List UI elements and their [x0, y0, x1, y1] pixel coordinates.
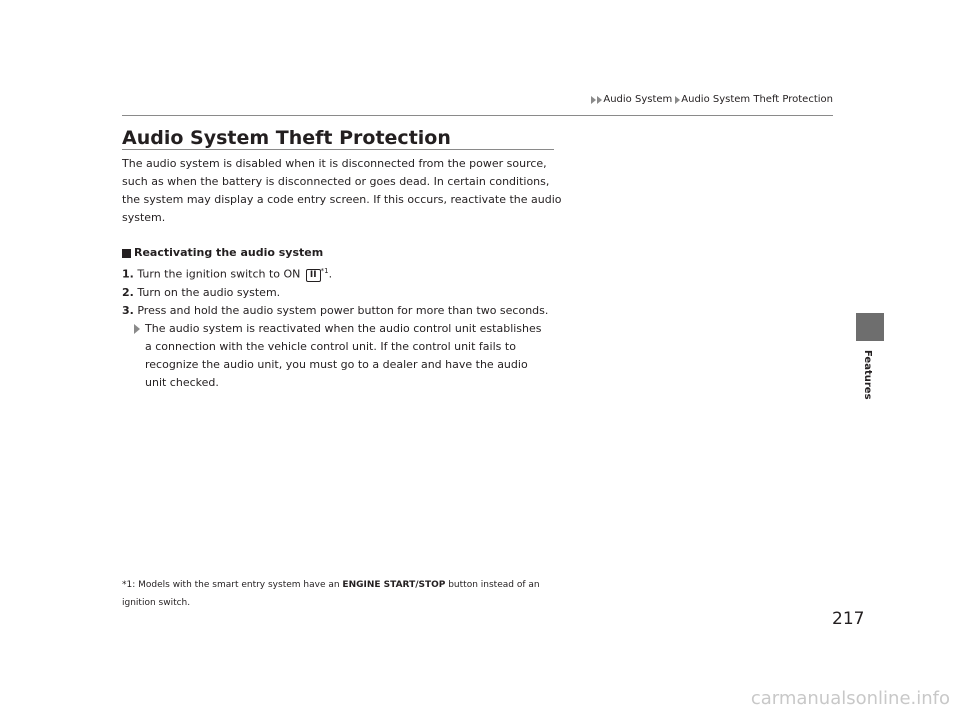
breadcrumb-arrow-icon [675, 96, 680, 104]
step-text: Press and hold the audio system power button for more than two seconds. [137, 303, 549, 317]
breadcrumb-level1[interactable]: Audio System [603, 94, 673, 105]
step-number: 2. [122, 285, 134, 299]
step-result [122, 320, 562, 392]
page-title: Audio System Theft Protection [122, 127, 451, 149]
breadcrumb-arrow-icon [597, 96, 602, 104]
footnote-ref[interactable]: *1 [320, 267, 329, 275]
step-1: 1. Turn the ignition switch to ON II $^{*1}$. [122, 267, 333, 281]
result-text: The audio system is reactivated when the audio control unit establishes a connection with the vehicle control unit. If the control unit fails to recognize the audio unit, you must go to a dealer and have the audio unit checked. [145, 321, 542, 389]
main-content [122, 155, 562, 392]
step-number: 1. [122, 267, 134, 281]
section-tab-marker[interactable] [856, 313, 884, 341]
footnote: *1: Models with the smart entry system have an ENGINE START/STOP button instead of an ignition switch. [122, 580, 540, 608]
breadcrumb [591, 94, 833, 105]
step-3 [122, 302, 562, 320]
intro-paragraph: The audio system is disabled when it is disconnected from the power source, such as when the battery is disconnected or goes dead. In certain conditions, the system may display a code entry screen. If this occurs, reactivate the audio system. [122, 157, 562, 224]
header-divider [122, 115, 833, 116]
breadcrumb-arrow-icon [591, 96, 596, 104]
section-heading [122, 244, 562, 262]
page-number: 217 [832, 609, 865, 629]
step-text: Turn on the audio system. [137, 285, 281, 299]
watermark: carmanualsonline.info [750, 688, 950, 709]
section-heading-text: Reactivating the audio system [134, 246, 324, 259]
ignition-position-key-icon: II [306, 269, 321, 282]
title-divider [122, 149, 554, 150]
section-tab-label[interactable]: Features [862, 350, 873, 400]
result-arrow-icon [134, 324, 140, 334]
square-bullet-icon [122, 249, 131, 258]
breadcrumb-level2[interactable]: Audio System Theft Protection [681, 94, 833, 105]
footnote-emphasis: ENGINE START/STOP [342, 580, 446, 590]
step-number: 3. [122, 303, 134, 317]
step-2 [122, 284, 562, 302]
step-text: Turn the ignition switch to ON [137, 267, 304, 281]
